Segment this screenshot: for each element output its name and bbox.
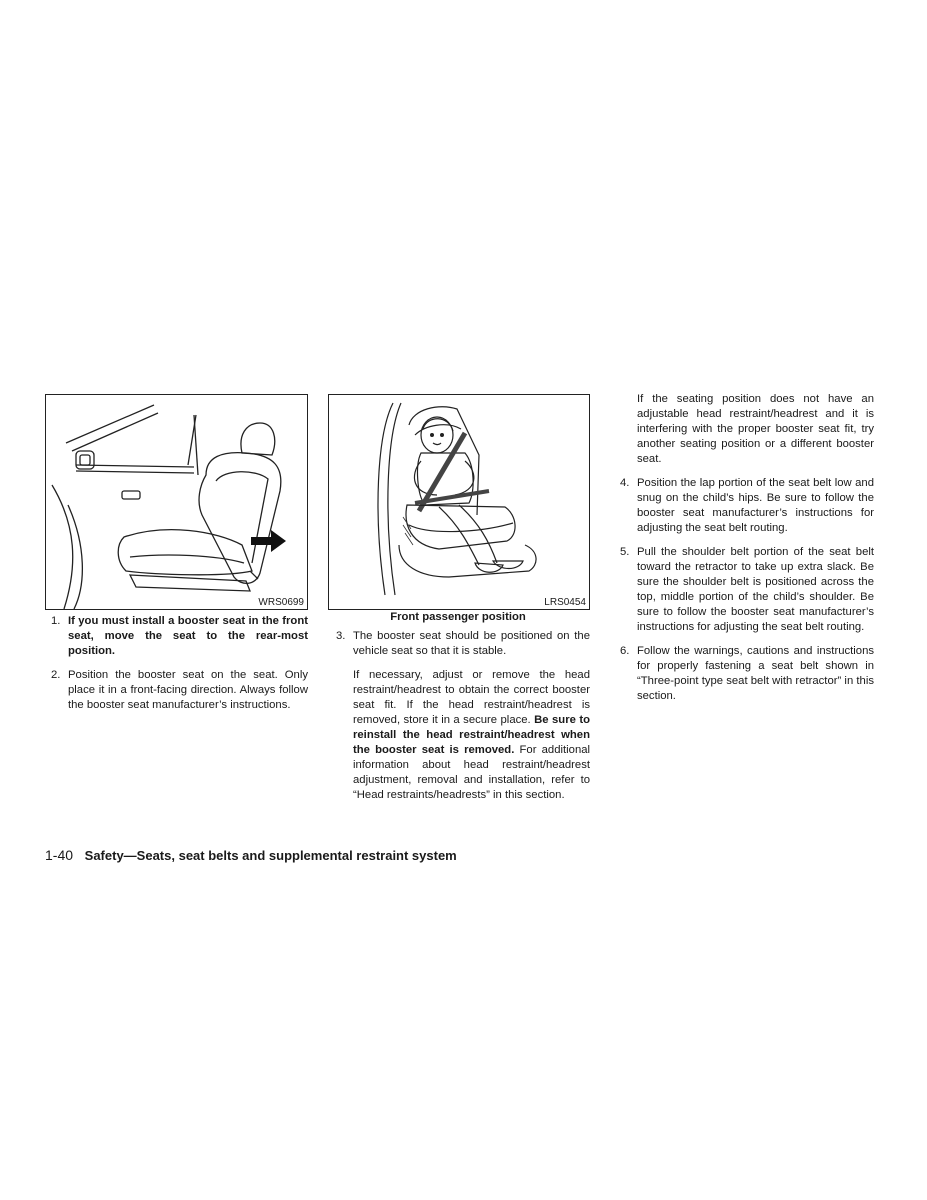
step-text: If you must install a booster seat in the front seat, move the seat to the rear-most position.	[68, 615, 308, 657]
booster-seat-illustration	[329, 395, 589, 609]
paragraph-text: For additional information about head restraint/headrest adjustment, removal and installation, refer to “Head restraints/headrests” in this section.	[353, 744, 591, 801]
figure-code: LRS0454	[544, 597, 586, 608]
paragraph-text: If necessary, adjust or remove the head restraint/headrest to obtain the correct booster seat fit. If the head restraint/headrest is removed, store it in a secure place.	[353, 669, 590, 726]
step-1	[51, 614, 308, 659]
section-title: Safety—Seats, seat belts and supplemental restraint system	[84, 848, 457, 863]
step-text: Position the booster seat on the seat. Only place it in a front-facing direction. Always follow the booster seat manufacturer’s instructions.	[68, 669, 308, 711]
step-text: Pull the shoulder belt portion of the seat belt toward the retractor to take up extra slack. Be sure the shoulder belt is positioned across the top, middle portion of the child’s shoulder. Be sure to follow the booster seat manufacturer’s instructions for adjusting the seat belt routing.	[637, 546, 874, 633]
step-number: 2.	[51, 669, 61, 681]
step-text: Follow the warnings, cautions and instructions for properly fastening a seat belt shown in “Three-point type seat belt with retractor” in this section.	[637, 645, 874, 702]
step-number: 4.	[620, 477, 630, 489]
column-1	[51, 614, 308, 722]
figure-booster-seat	[328, 394, 590, 610]
paragraph-bold: Be sure to reinstall the head restraint/headrest when the booster seat is removed.	[353, 714, 590, 756]
step-number: 5.	[620, 546, 630, 558]
column-3	[620, 392, 874, 713]
step-4	[620, 476, 874, 536]
step-3	[336, 629, 590, 659]
seat-illustration	[46, 395, 307, 609]
step-number: 6.	[620, 645, 630, 657]
figure-seat-rearmost	[45, 394, 308, 610]
head-restraint-paragraph	[353, 668, 590, 803]
figure-code: WRS0699	[258, 597, 304, 608]
page-footer	[45, 847, 457, 863]
step-number: 1.	[51, 615, 61, 627]
column-2	[336, 629, 590, 812]
step-5	[620, 545, 874, 635]
step-number: 3.	[336, 630, 346, 642]
page-number: 1-40	[45, 847, 74, 863]
step-6	[620, 644, 874, 704]
step-text: The booster seat should be positioned on the vehicle seat so that it is stable.	[353, 630, 590, 657]
step-2	[51, 668, 308, 713]
figure-caption: Front passenger position	[390, 611, 526, 623]
step-text: Position the lap portion of the seat belt low and snug on the child’s hips. Be sure to follow the booster seat manufacturer’s instructions for adjusting the seat belt routing.	[637, 477, 874, 534]
seating-position-paragraph: If the seating position does not have an adjustable head restraint/headrest and it is interfering with the proper booster seat fit, try another seating position or a different booster seat.	[637, 393, 874, 465]
